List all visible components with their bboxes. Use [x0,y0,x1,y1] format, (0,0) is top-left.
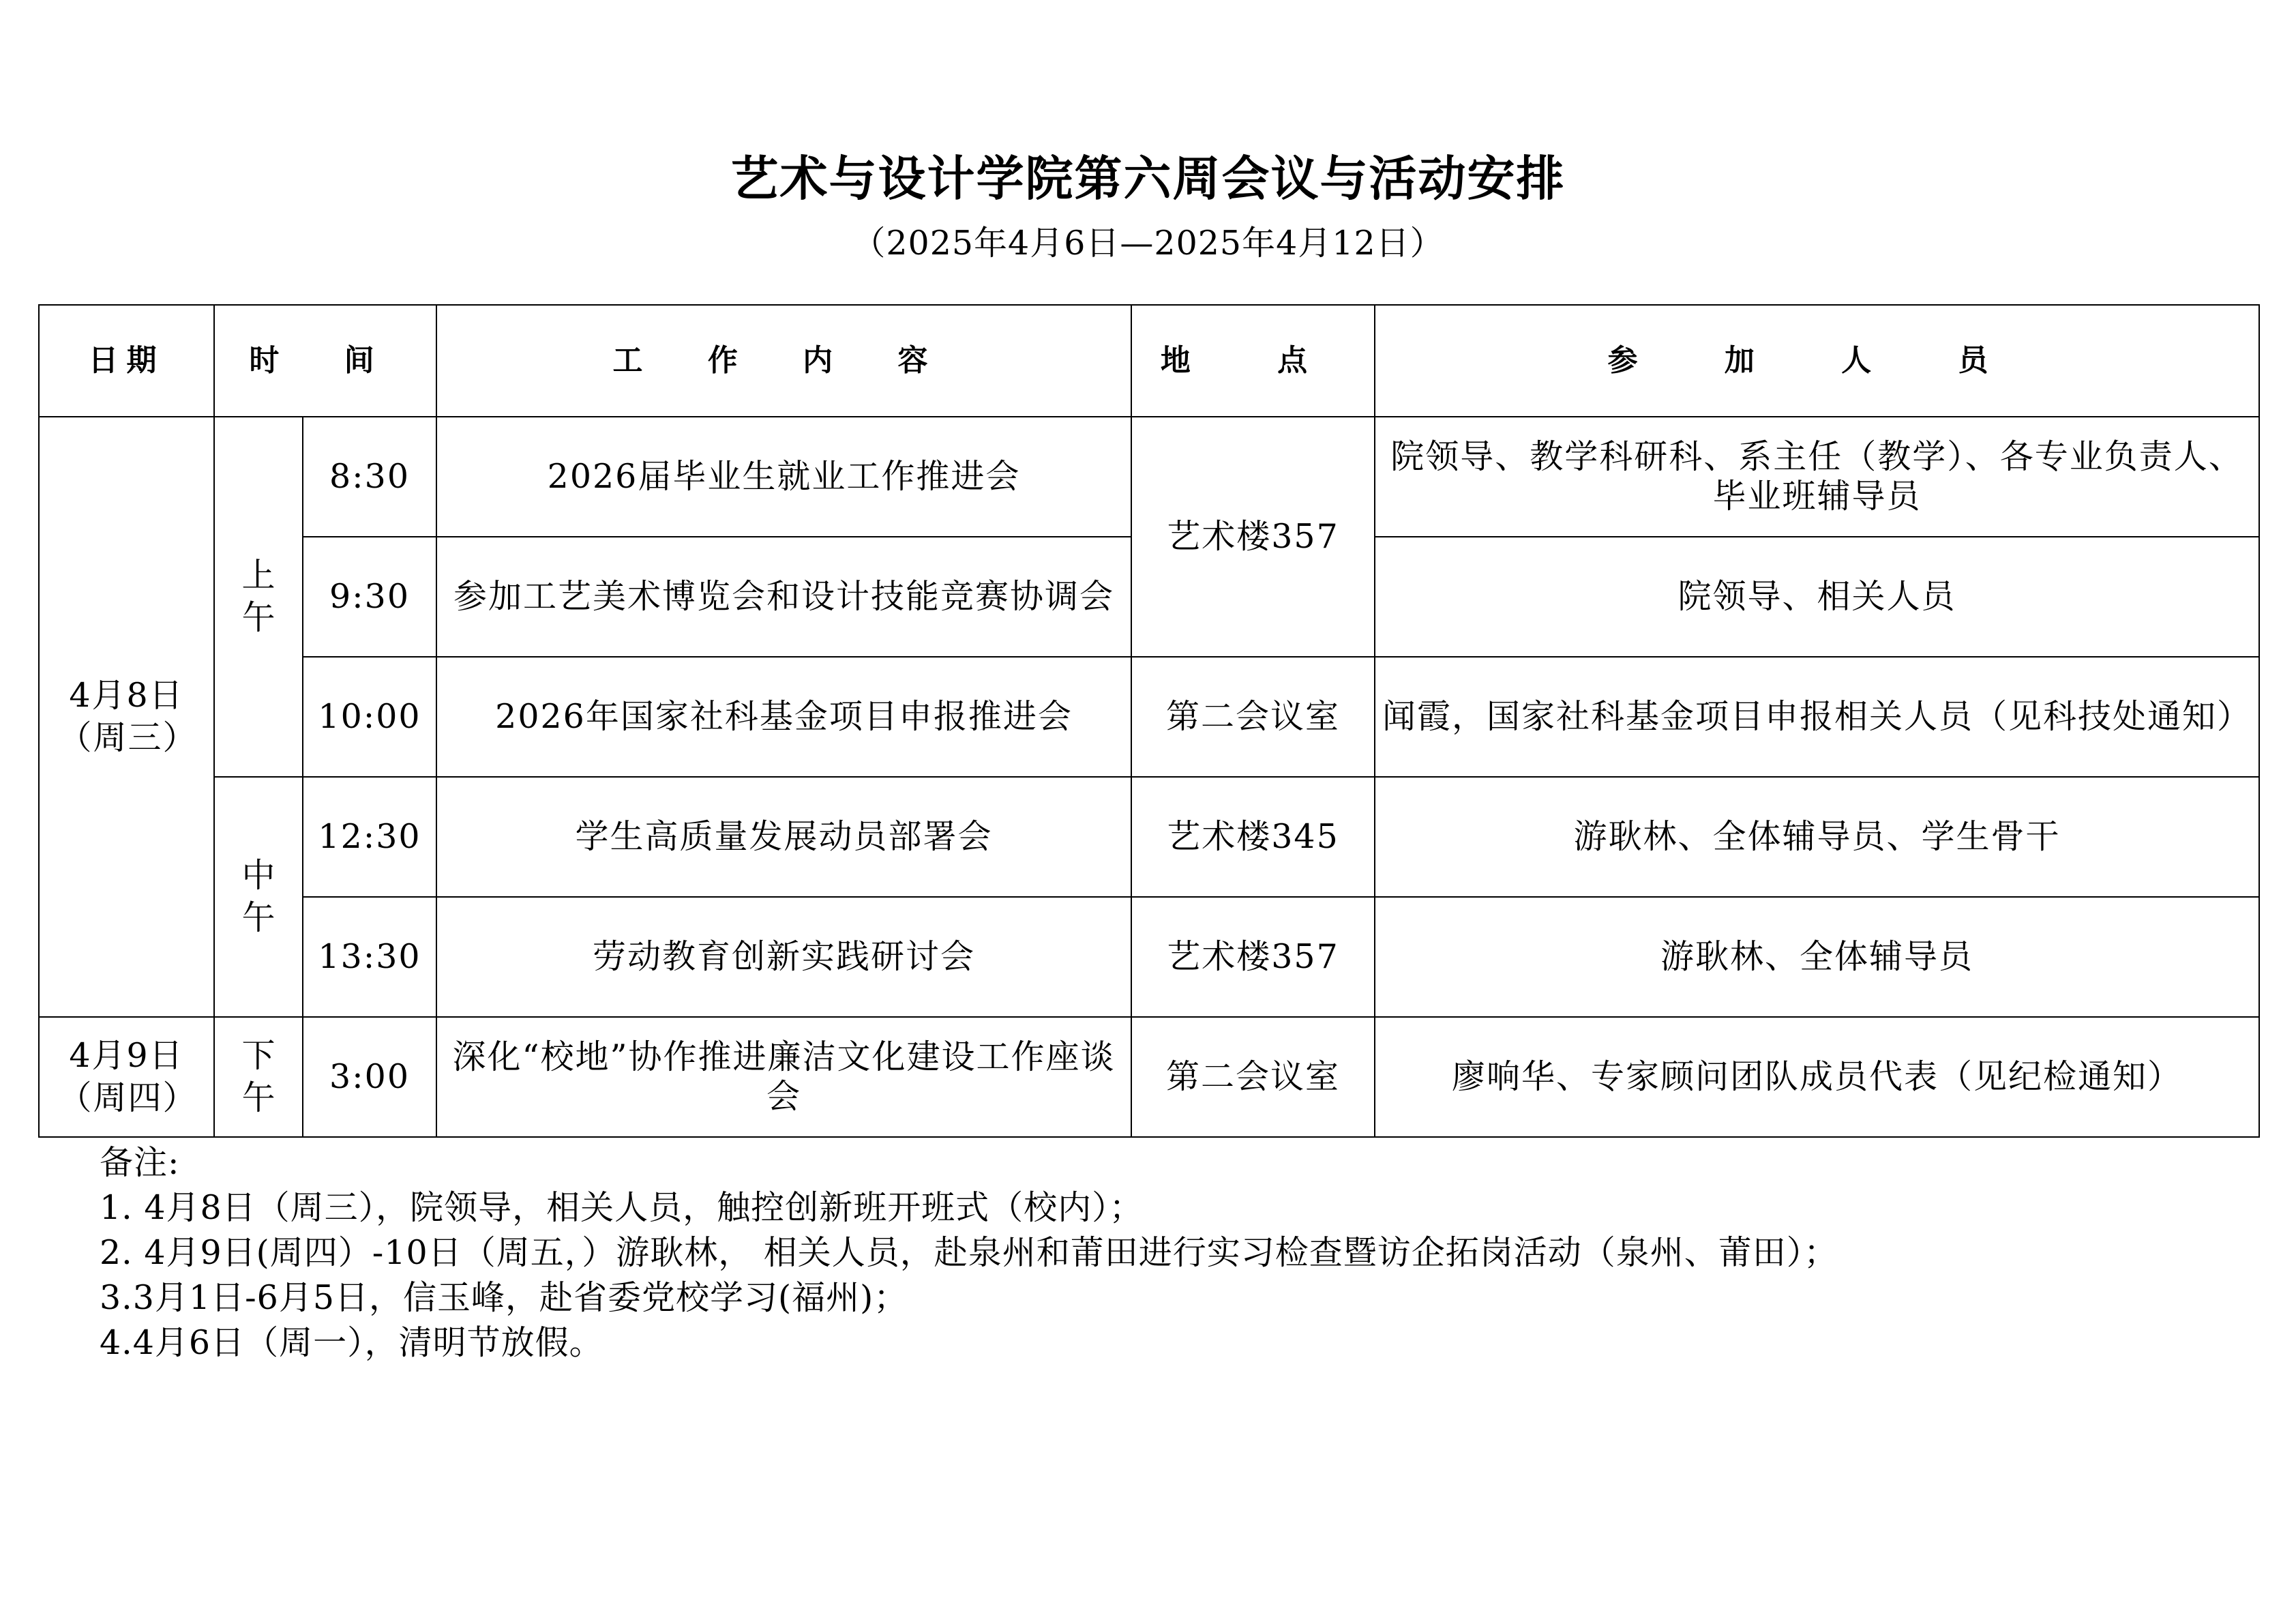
people-cell: 院领导、教学科研科、系主任（教学）、各专业负责人、毕业班辅导员 [1375,417,2259,537]
content-cell: 学生高质量发展动员部署会 [436,777,1131,897]
place-cell: 艺术楼357 [1131,417,1375,657]
period-cell: 下午 [214,1017,303,1137]
header-date: 日期 [39,305,214,417]
table-header-row [39,305,2259,417]
people-cell: 游耿林、全体辅导员、学生骨干 [1375,777,2259,897]
place-cell: 艺术楼345 [1131,777,1375,897]
period-cell: 中午 [214,777,303,1017]
time-cell: 12:30 [303,777,436,897]
header-time: 时 间 [214,305,436,417]
date-cell: 4月9日（周四） [39,1017,214,1137]
schedule-table [38,304,2260,1138]
content-cell: 2026届毕业生就业工作推进会 [436,417,1131,537]
time-cell: 10:00 [303,657,436,777]
place-cell: 第二会议室 [1131,1017,1375,1137]
content-cell: 参加工艺美术博览会和设计技能竞赛协调会 [436,537,1131,657]
place-cell: 艺术楼357 [1131,897,1375,1017]
table-row [39,777,2259,897]
content-cell: 2026年国家社科基金项目申报推进会 [436,657,1131,777]
time-cell: 13:30 [303,897,436,1017]
note-item: 1. 4月8日（周三），院领导，相关人员，触控创新班开班式（校内）； [100,1188,1144,1227]
period-cell: 上午 [214,417,303,777]
header-people: 参 加 人 员 [1375,305,2259,417]
content-cell: 深化“校地”协作推进廉洁文化建设工作座谈会 [436,1017,1131,1137]
notes-section [100,1140,2213,1365]
people-cell: 廖响华、专家顾问团队成员代表（见纪检通知） [1375,1017,2259,1137]
place-cell: 第二会议室 [1131,657,1375,777]
page-title: 艺术与设计学院第六周会议与活动安排 [730,150,1566,207]
notes-label: 备注: [100,1143,180,1182]
header-content: 工 作 内 容 [436,305,1131,417]
people-cell: 闻霞，国家社科基金项目申报相关人员（见科技处通知） [1375,657,2259,777]
people-cell: 院领导、相关人员 [1375,537,2259,657]
date-cell: 4月8日（周三） [39,417,214,1017]
note-item: 2. 4月9日(周四）-10日（周五，）游耿林， 相关人员，赴泉州和莆田进行实习检查暨访企拓岗活动（泉州、莆田）； [100,1233,1838,1272]
people-cell: 游耿林、全体辅导员 [1375,897,2259,1017]
content-cell: 劳动教育创新实践研讨会 [436,897,1131,1017]
time-cell: 3:00 [303,1017,436,1137]
note-item: 4.4月6日（周一），清明节放假。 [100,1323,603,1362]
note-item: 3.3月1日-6月5日，信玉峰，赴省委党校学习(福州)； [100,1278,908,1317]
time-cell: 9:30 [303,537,436,657]
table-row [39,417,2259,537]
header-place: 地 点 [1131,305,1375,417]
table-row [39,657,2259,777]
time-cell: 8:30 [303,417,436,537]
date-range-subtitle: （2025年4月6日—2025年4月12日） [852,224,1444,263]
table-row [39,897,2259,1017]
table-row [39,1017,2259,1137]
